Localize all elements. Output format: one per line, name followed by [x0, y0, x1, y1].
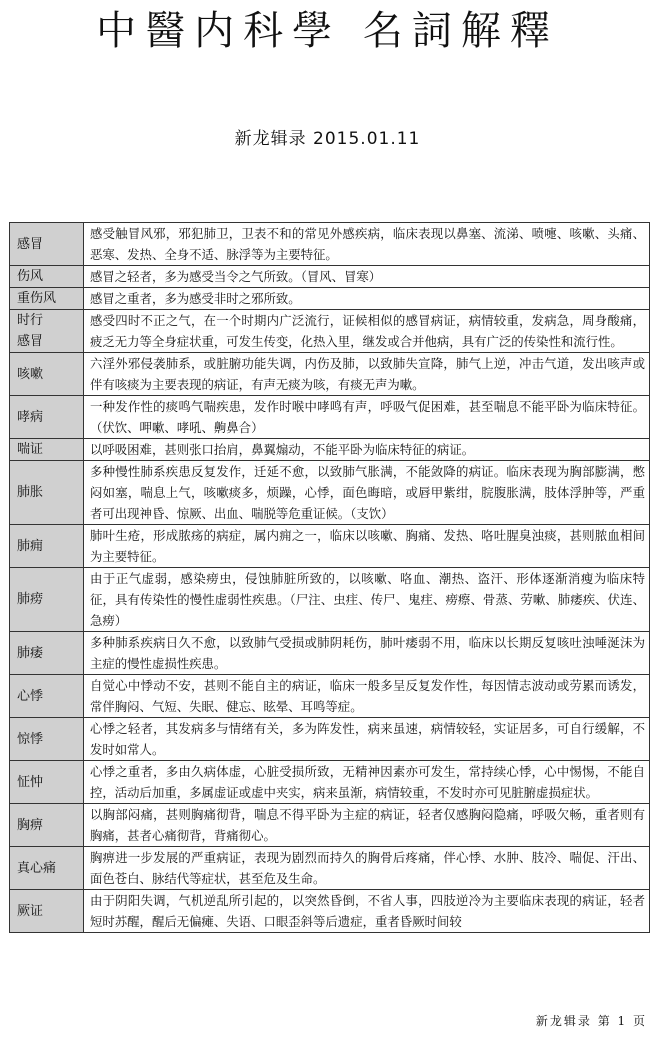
glossary-definition: 心悸之轻者，其发病多与情绪有关，多为阵发性，病来虽速，病情较轻，实证居多，可自行缓解，不发时如常人。: [90, 721, 645, 757]
term-label: 怔忡: [17, 774, 44, 790]
glossary-row: [9, 804, 650, 847]
glossary-row: [9, 718, 650, 761]
glossary-row: [9, 266, 650, 288]
glossary-row: [9, 525, 650, 568]
glossary-term: [10, 353, 84, 395]
glossary-term: [10, 439, 84, 460]
glossary-term: [10, 525, 84, 567]
glossary-table: [9, 222, 650, 933]
glossary-definition: 一种发作性的痰鸣气喘疾患，发作时喉中哮鸣有声，呼吸气促困难，甚至喘息不能平卧为临床特征。（伏饮、呷嗽、哮吼、齁鼻合）: [90, 399, 645, 435]
glossary-term: [10, 223, 84, 265]
glossary-definition: 感冒之轻者，多为感受当令之气所致。（冒风、冒寒）: [90, 269, 382, 284]
term-label: 真心痛: [17, 860, 57, 876]
glossary-definition: 感受四时不正之气，在一个时期内广泛流行，证候相似的感冒病证，病情较重，发病急，周身酸痛，疲乏无力等全身症状重，可发生传变，化热入里，继发或合并他病，具有广泛的传染性和流行性。: [90, 313, 645, 349]
glossary-row: [9, 396, 650, 439]
glossary-term: [10, 461, 84, 524]
glossary-row: [9, 461, 650, 525]
term-label: 厥证: [17, 903, 44, 919]
glossary-row: [9, 288, 650, 310]
glossary-row: [9, 310, 650, 353]
glossary-term: [10, 718, 84, 760]
glossary-definition: 多种慢性肺系疾患反复发作，迁延不愈，以致肺气胀满，不能敛降的病证。临床表现为胸部膨满，憋闷如塞，喘息上气，咳嗽痰多，烦躁，心悸，面色晦暗，或唇甲紫绀，脘腹胀满，肢体浮肿等，严重者可出现神昏、惊厥、出血、喘脱等危重证候。（支饮）: [90, 464, 645, 521]
term-label: 喘证: [17, 442, 44, 457]
glossary-term: [10, 632, 84, 674]
glossary-row: [9, 847, 650, 890]
glossary-definition: 感冒之重者，多为感受非时之邪所致。: [90, 291, 301, 306]
glossary-row: [9, 761, 650, 804]
term-label: 伤风: [17, 269, 44, 284]
glossary-definition: 由于阴阳失调，气机逆乱所引起的，以突然昏倒，不省人事，四肢逆冷为主要临床表现的病证，轻者短时苏醒，醒后无偏瘫、失语、口眼歪斜等后遗症，重者昏厥时间较: [90, 893, 645, 929]
glossary-definition: 以呼吸困难，甚则张口抬肩，鼻翼煽动，不能平卧为临床特征的病证。: [90, 442, 475, 457]
glossary-term: [10, 675, 84, 717]
glossary-definition: 六淫外邪侵袭肺系，或脏腑功能失调，内伤及肺，以致肺失宣降，肺气上逆，冲击气道，发出咳声或伴有咳痰为主要表现的病证，有声无痰为咳，有痰无声为嗽。: [90, 356, 645, 392]
glossary-definition: 感受触冒风邪，邪犯肺卫，卫表不和的常见外感疾病，临床表现以鼻塞、流涕、喷嚏、咳嗽、头痛、恶寒、发热、全身不适、脉浮等为主要特征。: [90, 226, 645, 262]
term-label: 重伤风: [17, 291, 57, 306]
glossary-term: [10, 310, 84, 352]
term-label: 哮病: [17, 409, 44, 425]
glossary-row: [9, 439, 650, 461]
glossary-definition: 肺叶生疮，形成脓疡的病症，属内痈之一，临床以咳嗽、胸痛、发热、咯吐腥臭浊痰，甚则脓血相间为主要特征。: [90, 528, 645, 564]
glossary-definition: 以胸部闷痛，甚则胸痛彻背，喘息不得平卧为主症的病证，轻者仅感胸闷隐痛，呼吸欠畅，重者则有胸痛，甚者心痛彻背，背痛彻心。: [90, 807, 645, 843]
glossary-row: [9, 568, 650, 632]
glossary-row: [9, 632, 650, 675]
term-label: 肺痨: [17, 592, 44, 607]
glossary-term: [10, 568, 84, 631]
term-label: 心悸: [17, 688, 44, 704]
term-label: 咳嗽: [17, 366, 44, 382]
glossary-row: [9, 353, 650, 396]
term-label: 时行感冒: [17, 313, 44, 349]
glossary-definition: 心悸之重者，多由久病体虚，心脏受损所致，无精神因素亦可发生，常持续心悸，心中惕惕，不能自控，活动后加重，多属虚证或虚中夹实，病来虽渐，病情较重，不发时亦可见脏腑虚损症状。: [90, 764, 645, 800]
term-label: 肺胀: [17, 485, 44, 500]
glossary-row: [9, 890, 650, 933]
glossary-term: [10, 890, 84, 932]
compiler-date: 新龙辑录 2015.01.11: [234, 129, 421, 149]
glossary-definition: 多种肺系疾病日久不愈，以致肺气受损或肺阴耗伤，肺叶痿弱不用，临床以长期反复咳吐浊唾涎沫为主症的慢性虚损性疾患。: [90, 635, 645, 671]
term-label: 惊悸: [17, 731, 44, 747]
term-label: 感冒: [17, 236, 44, 252]
glossary-definition: 自觉心中悸动不安，甚则不能自主的病证，临床一般多呈反复发作性，每因情志波动或劳累而诱发，常伴胸闷、气短、失眠、健忘、眩晕、耳鸣等症。: [90, 678, 645, 714]
glossary-term: [10, 288, 84, 309]
page-title: 中醫内科學 名詞解釋: [96, 8, 559, 54]
page-footer: 新龙辑录 第 1 页: [535, 1014, 647, 1028]
term-label: 肺痈: [17, 538, 44, 554]
glossary-definition: 胸痹进一步发展的严重病证，表现为剧烈而持久的胸骨后疼痛，伴心悸、水肿、肢冷、喘促、汗出、面色苍白、脉结代等症状，甚至危及生命。: [90, 850, 645, 886]
glossary-definition: 由于正气虚弱，感染痨虫，侵蚀肺脏所致的，以咳嗽、咯血、潮热、盗汗、形体逐渐消瘦为临床特征，具有传染性的慢性虚弱性疾患。（尸注、虫疰、传尸、鬼疰、痨瘵、骨蒸、劳嗽、肺痿疾、伏连、急痨）: [90, 571, 645, 628]
glossary-term: [10, 761, 84, 803]
term-label: 肺痿: [17, 645, 44, 661]
glossary-term: [10, 396, 84, 438]
glossary-term: [10, 847, 84, 889]
glossary-term: [10, 266, 84, 287]
term-label: 胸痹: [17, 817, 44, 833]
glossary-row: [9, 675, 650, 718]
glossary-term: [10, 804, 84, 846]
glossary-row: [9, 223, 650, 266]
